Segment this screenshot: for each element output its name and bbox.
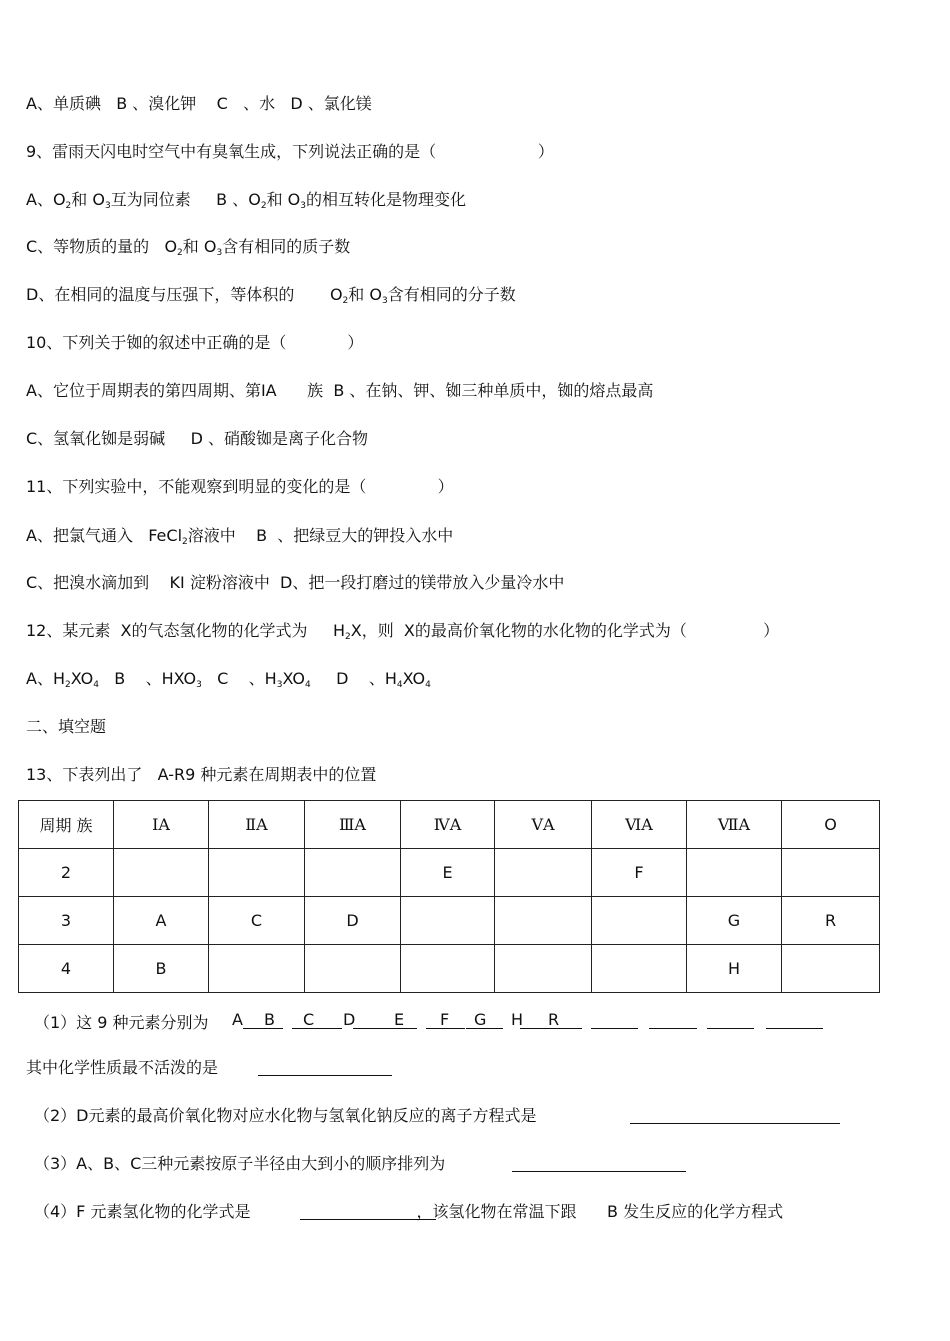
table-cell: 3 — [19, 897, 114, 945]
table-cell: B — [114, 945, 209, 993]
table-header-cell: ⅡA — [209, 801, 305, 849]
answer-blank[interactable] — [766, 1028, 823, 1029]
table-cell: C — [209, 897, 305, 945]
answer-blank[interactable] — [591, 1028, 638, 1029]
q11-option-cd: C、把溴水滴加到 KI 淀粉溶液中 D、把一段打磨过的镁带放入少量冷水中 — [26, 573, 565, 592]
table-cell: H — [687, 945, 782, 993]
q10-stem: 10、下列关于铷的叙述中正确的是（ ） — [26, 333, 364, 352]
q11-option-ab: A、把氯气通入 FeCl$_2$溶液中 B 、把绿豆大的钾投入水中 — [26, 526, 454, 547]
q13-part1-tail: 其中化学性质最不活泼的是 — [26, 1058, 219, 1077]
table-cell — [305, 849, 401, 897]
table-cell — [687, 849, 782, 897]
table-cell — [782, 945, 880, 993]
table-cell — [209, 945, 305, 993]
table-cell: D — [305, 897, 401, 945]
table-cell — [114, 849, 209, 897]
answer-blank[interactable] — [353, 1028, 417, 1029]
q8-options: A、单质碘 B 、溴化钾 C 、水 D 、氯化镁 — [26, 94, 372, 113]
element-letter: F — [440, 1010, 450, 1029]
q13-part1-label: （1）这 9 种元素分别为 — [34, 1013, 209, 1032]
table-header-cell: O — [782, 801, 880, 849]
q10-option-cd: C、氢氧化铷是弱碱 D 、硝酸铷是离子化合物 — [26, 429, 369, 448]
table-cell: F — [592, 849, 687, 897]
table-header-cell: ⅣA — [401, 801, 495, 849]
q12-options: A、$H_2XO_4$ B 、$HXO_3$ C 、$H_3XO_4$ D 、$H_4XO_4$ — [26, 669, 431, 690]
table-cell: G — [687, 897, 782, 945]
element-letter: D — [343, 1010, 356, 1029]
table-cell: 4 — [19, 945, 114, 993]
table-cell — [401, 945, 495, 993]
table-cell — [495, 849, 592, 897]
table-cell — [401, 897, 495, 945]
answer-blank[interactable] — [520, 1028, 582, 1029]
q9-stem: 9、雷雨天闪电时空气中有臭氧生成，下列说法正确的是（ ） — [26, 142, 554, 161]
element-letter: C — [303, 1010, 315, 1029]
table-cell — [305, 945, 401, 993]
answer-blank[interactable] — [300, 1219, 436, 1220]
table-cell — [592, 897, 687, 945]
answer-blank[interactable] — [630, 1123, 840, 1124]
q13-stem: 13、下表列出了 A-R9 种元素在周期表中的位置 — [26, 765, 377, 784]
answer-blank[interactable] — [243, 1028, 283, 1029]
table-cell: A — [114, 897, 209, 945]
table-row — [19, 849, 880, 897]
q9-option-ab: A、$O_2$和 $O_3$互为同位素 B 、$O_2$和 $O_3$的相互转化是物理变化 — [26, 190, 467, 211]
table-cell: R — [782, 897, 880, 945]
q9-option-c: C、等物质的量的 $O_2$和 $O_3$含有相同的质子数 — [26, 237, 351, 258]
q11-stem: 11、下列实验中，不能观察到明显的变化的是（ ） — [26, 477, 454, 496]
table-header-cell: ⅤA — [495, 801, 592, 849]
table-cell — [782, 849, 880, 897]
q13-part4: （4）F 元素氢化物的化学式是 ，该氢化物在常温下跟 B 发生反应的化学方程式 — [34, 1202, 784, 1221]
periodic-table — [18, 800, 880, 993]
q13-part3: （3）A、B、C三种元素按原子半径由大到小的顺序排列为 — [34, 1154, 446, 1173]
table-header-cell: 周期 族 — [19, 801, 114, 849]
table-cell — [495, 897, 592, 945]
answer-blank[interactable] — [512, 1171, 686, 1172]
q10-option-ab: A、它位于周期表的第四周期、第ⅠA 族 B 、在钠、钾、铷三种单质中，铷的熔点最高 — [26, 381, 654, 400]
answer-blank[interactable] — [258, 1075, 392, 1076]
table-cell — [592, 945, 687, 993]
answer-blank[interactable] — [707, 1028, 754, 1029]
table-header-row — [19, 801, 880, 849]
answer-blank[interactable] — [649, 1028, 697, 1029]
table-cell: 2 — [19, 849, 114, 897]
q13-part2: （2）D元素的最高价氧化物对应水化物与氢氧化钠反应的离子方程式是 — [34, 1106, 537, 1125]
q12-stem: 12、某元素 X的气态氢化物的化学式为 $H_2X$，则 X的最高价氧化物的水化物的化学式为（ ） — [26, 621, 780, 642]
table-cell — [495, 945, 592, 993]
table-row — [19, 897, 880, 945]
answer-blank[interactable] — [292, 1028, 342, 1029]
table-cell: E — [401, 849, 495, 897]
element-letter: B — [264, 1010, 275, 1029]
section-heading: 二、填空题 — [26, 717, 107, 736]
q9-option-d: D、在相同的温度与压强下，等体积的 $O_2$和 $O_3$含有相同的分子数 — [26, 285, 516, 306]
answer-blank[interactable] — [466, 1028, 503, 1029]
table-header-cell: ⅢA — [305, 801, 401, 849]
element-letter: G — [474, 1010, 487, 1029]
table-header-cell: ⅦA — [687, 801, 782, 849]
table-cell — [209, 849, 305, 897]
element-letter: R — [548, 1010, 560, 1029]
element-letter: A — [232, 1010, 243, 1029]
element-letter: E — [394, 1010, 405, 1029]
answer-blank[interactable] — [426, 1028, 465, 1029]
table-header-cell: ⅠA — [114, 801, 209, 849]
element-letter: H — [511, 1010, 524, 1029]
table-header-cell: ⅥA — [592, 801, 687, 849]
table-row — [19, 945, 880, 993]
